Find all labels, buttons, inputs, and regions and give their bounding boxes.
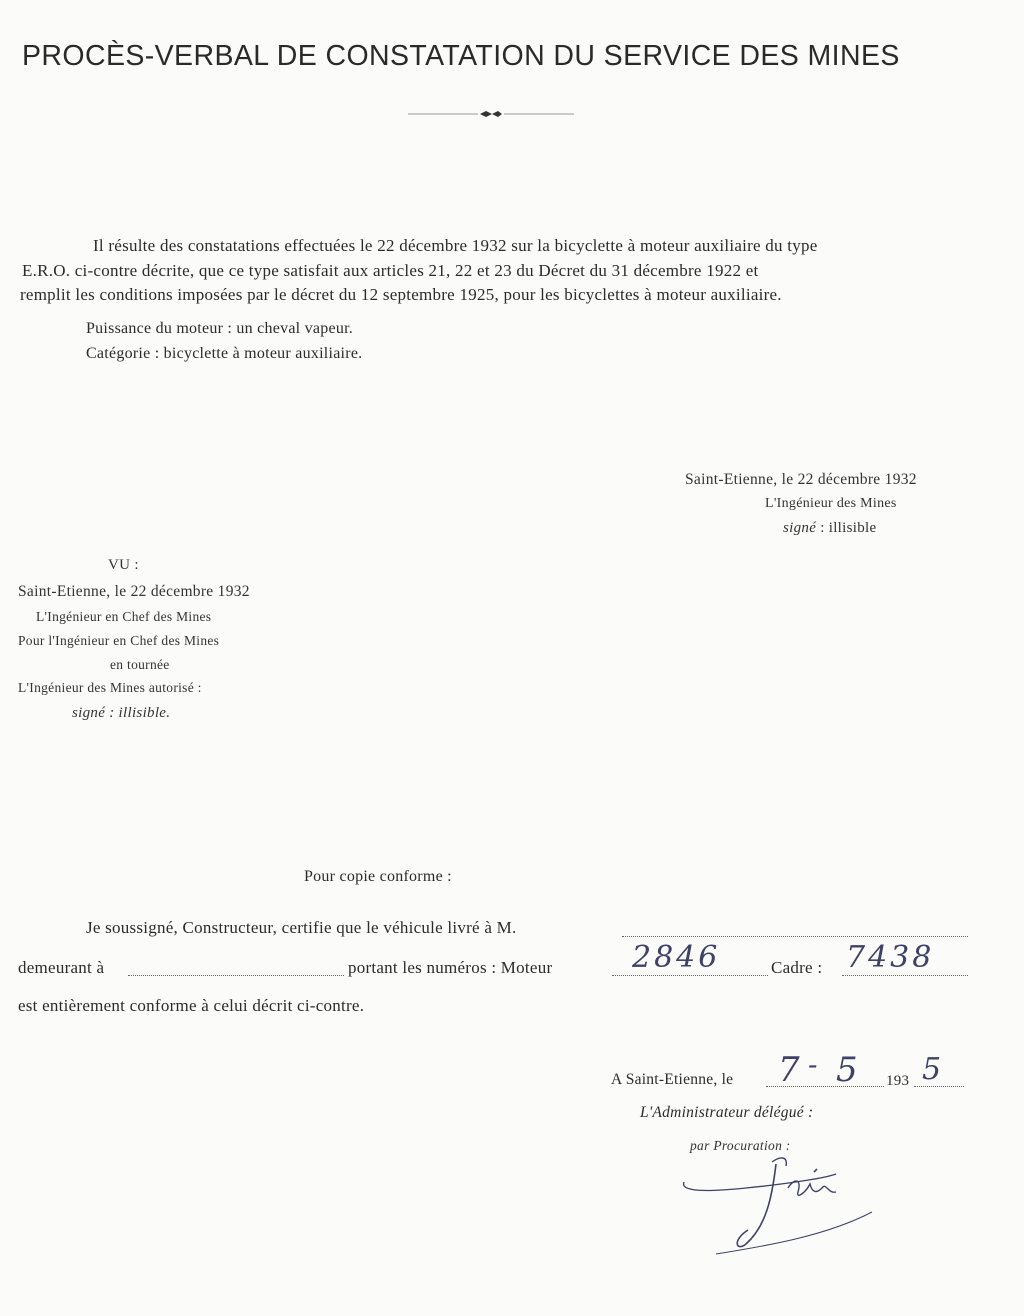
signed-label: signé bbox=[783, 520, 817, 536]
paragraph-line-2: E.R.O. ci-contre décrite, que ce type satisfait aux articles 21, 22 et 23 du Décret du 31 décembre 1922 et bbox=[22, 261, 759, 280]
copy-heading: Pour copie conforme : bbox=[304, 868, 452, 885]
vu-line-authorized-engineer: L'Ingénieur des Mines autorisé : bbox=[18, 680, 202, 695]
footer-day-handwritten: 7 bbox=[778, 1050, 803, 1090]
engine-number-handwritten: 2846 bbox=[632, 940, 721, 975]
numbers-label: portant les numéros : Moteur bbox=[348, 958, 553, 977]
vu-label: VU : bbox=[108, 557, 139, 573]
recipient-name-field bbox=[622, 936, 968, 937]
category-line: Catégorie : bicyclette à moteur auxiliaire. bbox=[86, 345, 363, 362]
title-ornament bbox=[408, 106, 574, 122]
footer-month-handwritten: 5 bbox=[836, 1050, 861, 1090]
handwritten-signature bbox=[676, 1148, 876, 1258]
footer-place-prefix: A Saint-Etienne, le bbox=[611, 1071, 734, 1088]
frame-number-handwritten: 7438 bbox=[846, 940, 935, 975]
engineer-signed bbox=[783, 520, 876, 537]
paragraph-line-1: Il résulte des constatations effectuées le 22 décembre 1932 sur la bicyclette à moteur auxiliaire du type bbox=[93, 236, 818, 255]
address-label: demeurant à bbox=[18, 958, 105, 977]
vu-place-date: Saint-Etienne, le 22 décembre 1932 bbox=[18, 583, 250, 600]
footer-year-handwritten: 5 bbox=[922, 1052, 945, 1087]
document-title: PROCÈS-VERBAL DE CONSTATATION DU SERVICE DES MINES bbox=[22, 40, 900, 72]
vu-line-for-chief-engineer: Pour l'Ingénieur en Chef des Mines bbox=[18, 633, 220, 648]
paragraph-line-3: remplit les conditions imposées par le décret du 12 septembre 1925, pour les bicyclettes à moteur auxiliaire. bbox=[20, 285, 782, 304]
address-field bbox=[128, 975, 344, 976]
engineer-role: L'Ingénieur des Mines bbox=[765, 496, 897, 511]
engineer-place-date: Saint-Etienne, le 22 décembre 1932 bbox=[685, 471, 917, 488]
signed-value: : illisible bbox=[820, 520, 877, 536]
vu-line-chief-engineer: L'Ingénieur en Chef des Mines bbox=[36, 609, 212, 624]
footer-year-prefix: 193 bbox=[886, 1073, 910, 1089]
frame-label: Cadre : bbox=[771, 958, 823, 977]
admin-title: L'Administrateur délégué : bbox=[640, 1104, 814, 1121]
conformity-line: est entièrement conforme à celui décrit ci-contre. bbox=[18, 996, 365, 1015]
frame-number-field bbox=[842, 975, 968, 976]
procuration-label: par Procuration : bbox=[690, 1138, 791, 1153]
engine-power-line: Puissance du moteur : un cheval vapeur. bbox=[86, 320, 354, 337]
vu-signed: signé : illisible. bbox=[72, 705, 171, 721]
vu-line-on-tour: en tournée bbox=[110, 657, 170, 672]
certification-line: Je soussigné, Constructeur, certifie que le véhicule livré à M. bbox=[86, 918, 517, 937]
engine-number-field bbox=[612, 975, 768, 976]
